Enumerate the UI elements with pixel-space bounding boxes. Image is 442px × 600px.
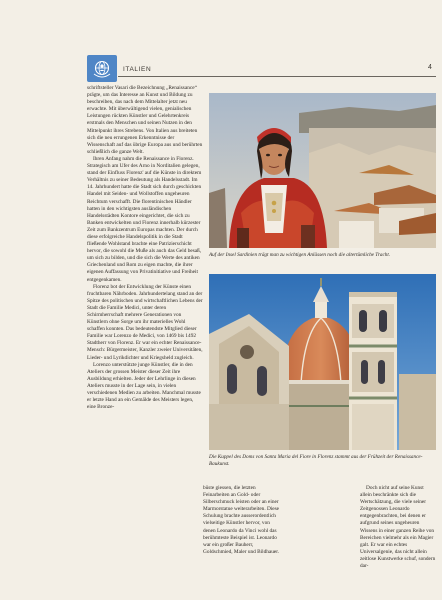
paragraph: Ihren Anfang nahm die Renaissance in Florenz. Strategisch am Ufer des Arno in Norditalien gelegen, stand der Einfluss Florenz' auf die Künste in direktem Verhältnis zu seiner Bedeutung als Handelsstadt. Im 14. Jahrhundert hatte die Stadt sich durch geschickten Handel mit Seiden- und Wollstoffen ungeheuren Reichtum verschafft. Die florentinischen Händler hatten in den wichtigsten ausländischen Handelsstädten Kontore eingerichtet, die sich zu Banken entwickelten und Florenz innerhalb kürzester Zeit zum Bankzentrum Europas machten. Der durch diese erfolgreiche Handelspolitik in die Stadt fließende Wohlstand brachte eine Patrizierschicht hervor, die sowohl die Muße als auch das Geld besaß, um sich zu bilden, und die sich die Werte des antiken Griechenland und Rom zu eigen machte, die ihrer eigenen Auffassung von Privatinitiative und Freiheit entgegenkamen. bbox=[87, 155, 202, 283]
paragraph: Lorenzo unterstützte junge Künstler, die in den Ateliers der grossen Meister dieser Zeit ihre Ausbildung erhielten. Jeder der Lehrlinge in diesen Ateliers musste in der Lage sein, in vielen verschiedenen Medien zu arbeiten. Manchmal musste er letzte Hand an ein Gemälde des Meisters legen, eine Bronze- bbox=[87, 361, 201, 411]
header-divider bbox=[118, 76, 436, 77]
bottom-text-column bbox=[360, 485, 436, 570]
paragraph: Florenz bot der Entwicklung der Künste einen fruchtbaren Nährboden. Jahrhundertelang stand an der Spitze des politischen und wirtschaftlichen Lebens der Stadt die Familie Medici, unter deren Schirmherrschaft mehrere Generationen von Künstlern ohne Sorge um ihr materielles Wohl schaffen konnten. Das bedeutendste Mitglied dieser Familie war Lorenzo de Medici, von 1469 bis 1492 Stadtherr von Florenz. Er war ein echter Renaissance-Mensch: Bürgermeister, Kanzler zweier Universitäten, Lieder- und Lyrikdichter und Kriegsheld zugleich. bbox=[87, 283, 203, 361]
sardinian-woman-photo bbox=[209, 93, 436, 248]
page-number: 4 bbox=[428, 64, 432, 71]
paragraph: Doch nicht auf seine Kunst allein beschränkte sich die Wertschätzung, die viele seiner Zeitgenossen Leonardo entgegenbrachten, bei denen er aufgrund seines ungeheuren Wissens in einer ganzen Reihe von Bereichen vielmehr als ein Magier galt. Er war ein echtes Universalgenie, das nicht allein zeitlose Kunstwerke schuf, sondern dar- bbox=[360, 485, 436, 570]
bottom-text-column bbox=[203, 485, 280, 556]
left-text-column bbox=[87, 85, 203, 411]
figure-caption: Auf der Insel Sardinien trägt man zu wichtigen Anlässen noch die altertümliche Tracht. bbox=[209, 252, 391, 258]
paragraph: büste giessen, die letzten Feinarbeiten an Gold- oder Silberschmuck leisten oder an einer Marmorstatue weiterarbeiten. Diese Schulung brachte ausserordentlich vielseitige Künstler hervor, von denen Leonardo da Vinci wohl das berühmteste Beispiel ist. Leonardo war ein großer Bauherr, Goldschmied, Maler und Bildhauer. bbox=[203, 485, 280, 555]
section-label: ITALIEN bbox=[123, 66, 152, 73]
paragraph: schriftsteller Vasari die Bezeichnung „Renaissance“ prägte, um das Interesse an Kunst und Bildung zu beschreiben, das nach dem Mittelalter jetzt neu erwachte. Mit überwältigend vielen, genialischen Leistungen rückten Künstler und Gelehrtenkreis erstmals den Menschen und seinen Nutzen in den Mittelpunkt ihres Strebens. Von Italien aus breiteten sich die neu errungenen Erkenntnisse der Wissenschaft auf das übrige Europa aus und berührten schließlich die ganze Welt. bbox=[87, 85, 203, 155]
florence-cathedral-photo bbox=[209, 274, 436, 450]
unicef-logo-icon bbox=[87, 55, 117, 82]
figure-caption: Die Kuppel des Doms von Santa Maria del Fiore in Florenz stammt aus der Frühzeit der Renaissance-Baukunst. bbox=[209, 454, 423, 467]
